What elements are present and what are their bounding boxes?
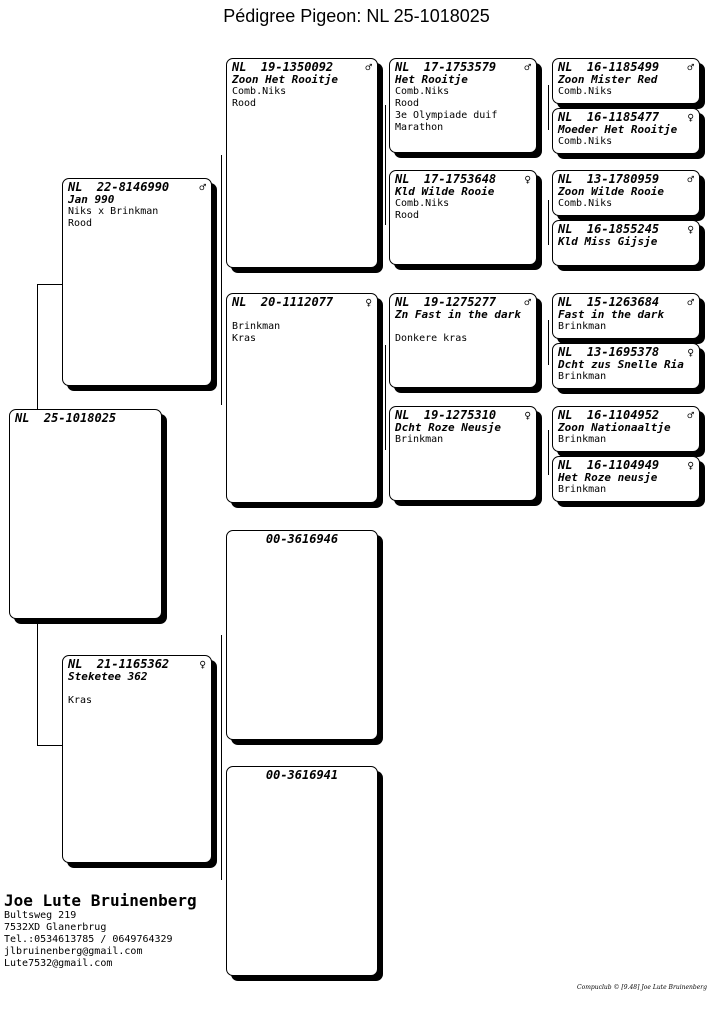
info-line: Comb.Niks bbox=[558, 198, 613, 209]
sex-symbol: ♀ bbox=[687, 111, 694, 124]
pedigree-card-sss bbox=[389, 58, 537, 153]
info-line: Comb.Niks bbox=[232, 86, 287, 97]
ring-number: 00-3616946 bbox=[265, 532, 339, 546]
pedigree-card-sssd bbox=[552, 108, 700, 154]
pedigree-card-sdss bbox=[552, 293, 700, 339]
info-line: 3e Olympiade duif bbox=[395, 110, 498, 121]
info-line: Comb.Niks bbox=[395, 198, 450, 209]
sex-symbol: ♂ bbox=[687, 173, 694, 186]
pedigree-card-ssd bbox=[389, 170, 537, 265]
pedigree-card-dam bbox=[62, 655, 212, 863]
ring-number: NL 16-1855245 bbox=[558, 222, 660, 236]
info-line: Comb.Niks bbox=[558, 136, 613, 147]
info-line: Marathon bbox=[395, 122, 444, 133]
pigeon-name: Kld Miss Gijsje bbox=[558, 235, 658, 248]
info-line: Brinkman bbox=[558, 434, 607, 445]
ring-number: NL 16-1185477 bbox=[558, 110, 660, 124]
sex-symbol: ♀ bbox=[687, 346, 694, 359]
sex-symbol: ♂ bbox=[365, 61, 372, 74]
ring-number: NL 17-1753648 bbox=[395, 172, 497, 186]
pedigree-card-ss bbox=[226, 58, 378, 268]
info-line: Brinkman bbox=[558, 371, 607, 382]
owner-address: Bultsweg 219 bbox=[4, 910, 77, 921]
pigeon-name: Steketee 362 bbox=[68, 670, 148, 683]
info-line: Rood bbox=[395, 210, 420, 221]
info-line: Brinkman bbox=[558, 484, 607, 495]
pigeon-name: Zoon Het Rooitje bbox=[232, 73, 338, 86]
ring-number: NL 16-1185499 bbox=[558, 60, 660, 74]
pigeon-name: Zn Fast in the dark bbox=[395, 308, 521, 321]
ring-number: NL 20-1112077 bbox=[232, 295, 334, 309]
sex-symbol: ♂ bbox=[524, 296, 531, 309]
pigeon-name: Zoon Nationaaltje bbox=[558, 421, 671, 434]
pigeon-name: Het Roze neusje bbox=[558, 471, 658, 484]
ring-number: NL 13-1780959 bbox=[558, 172, 660, 186]
ring-number: NL 16-1104952 bbox=[558, 408, 660, 422]
ring-number: NL 25-1018025 bbox=[15, 411, 117, 425]
ring-number: NL 16-1104949 bbox=[558, 458, 660, 472]
info-line: Comb.Niks bbox=[395, 86, 450, 97]
pedigree-card-sire bbox=[62, 178, 212, 386]
connector bbox=[548, 430, 549, 475]
pedigree-card-sddd bbox=[552, 456, 700, 502]
connector bbox=[221, 635, 222, 880]
info-line: Niks x Brinkman bbox=[68, 206, 159, 217]
sex-symbol: ♂ bbox=[687, 409, 694, 422]
info-line: Kras bbox=[68, 695, 93, 706]
pedigree-card-ssds bbox=[552, 170, 700, 216]
sex-symbol: ♀ bbox=[199, 658, 206, 671]
pedigree-card-sdsd bbox=[552, 343, 700, 389]
connector bbox=[385, 345, 386, 450]
sex-symbol: ♀ bbox=[687, 223, 694, 236]
sex-symbol: ♀ bbox=[687, 459, 694, 472]
ring-number: NL 15-1263684 bbox=[558, 295, 660, 309]
owner-contact bbox=[4, 892, 197, 970]
pedigree-card-subject bbox=[9, 409, 162, 619]
connector bbox=[385, 105, 386, 225]
pedigree-card-ssdd bbox=[552, 220, 700, 266]
pigeon-name: Fast in the dark bbox=[558, 308, 664, 321]
info-line bbox=[232, 309, 372, 321]
pigeon-name: Moeder Het Rooitje bbox=[558, 123, 678, 136]
pigeon-name: Jan 990 bbox=[68, 193, 115, 206]
info-line: Comb.Niks bbox=[558, 86, 613, 97]
info-line: Rood bbox=[395, 98, 420, 109]
pedigree-card-ds bbox=[226, 530, 378, 740]
connector bbox=[548, 320, 549, 365]
ring-number: NL 21-1165362 bbox=[68, 657, 170, 671]
pigeon-name: Kld Wilde Rooie bbox=[395, 185, 495, 198]
pedigree-card-sdds bbox=[552, 406, 700, 452]
pedigree-card-sdd bbox=[389, 406, 537, 501]
pedigree-card-ssss bbox=[552, 58, 700, 104]
footer-credit: Compuclub © [9.48] Joe Lute Bruinenberg bbox=[577, 984, 707, 991]
info-line: Brinkman bbox=[558, 321, 607, 332]
sex-symbol: ♂ bbox=[687, 61, 694, 74]
connector bbox=[37, 284, 62, 285]
pedigree-card-sds bbox=[389, 293, 537, 388]
info-line bbox=[68, 683, 206, 695]
pigeon-name: Dcht Roze Neusje bbox=[395, 421, 501, 434]
connector bbox=[548, 200, 549, 245]
owner-email: jlbruinenberg@gmail.com bbox=[4, 946, 143, 957]
sex-symbol: ♂ bbox=[687, 296, 694, 309]
ring-number: 00-3616941 bbox=[265, 768, 339, 782]
info-line: Brinkman bbox=[395, 434, 444, 445]
pigeon-name: Zoon Mister Red bbox=[558, 73, 658, 86]
sex-symbol: ♀ bbox=[365, 296, 372, 309]
pigeon-name: Zoon Wilde Rooie bbox=[558, 185, 664, 198]
connector bbox=[548, 85, 549, 130]
pedigree-card-dd bbox=[226, 766, 378, 976]
sex-symbol: ♀ bbox=[524, 173, 531, 186]
ring-number: NL 13-1695378 bbox=[558, 345, 660, 359]
pedigree-card-sd bbox=[226, 293, 378, 503]
info-line: Kras bbox=[232, 333, 257, 344]
ring-number: NL 22-8146990 bbox=[68, 180, 170, 194]
info-line: Brinkman bbox=[232, 321, 281, 332]
connector bbox=[37, 745, 62, 746]
info-line: Rood bbox=[68, 218, 93, 229]
connector bbox=[221, 155, 222, 405]
info-line: Rood bbox=[232, 98, 257, 109]
ring-number: NL 19-1275277 bbox=[395, 295, 497, 309]
owner-email: Lute7532@gmail.com bbox=[4, 958, 113, 969]
info-line bbox=[395, 321, 531, 333]
ring-number: NL 19-1275310 bbox=[395, 408, 497, 422]
page-title: Pédigree Pigeon: NL 25-1018025 bbox=[223, 6, 490, 26]
ring-number: NL 19-1350092 bbox=[232, 60, 334, 74]
sex-symbol: ♀ bbox=[524, 409, 531, 422]
owner-city: 7532XD Glanerbrug bbox=[4, 922, 107, 933]
pigeon-name: Dcht zus Snelle Ria bbox=[558, 358, 684, 371]
pigeon-name: Het Rooitje bbox=[395, 73, 468, 86]
sex-symbol: ♂ bbox=[524, 61, 531, 74]
ring-number: NL 17-1753579 bbox=[395, 60, 497, 74]
sex-symbol: ♂ bbox=[199, 181, 206, 194]
owner-phone: Tel.:0534613785 / 0649764329 bbox=[4, 934, 173, 945]
owner-name: Joe Lute Bruinenberg bbox=[4, 891, 197, 910]
info-line: Donkere kras bbox=[395, 333, 468, 344]
